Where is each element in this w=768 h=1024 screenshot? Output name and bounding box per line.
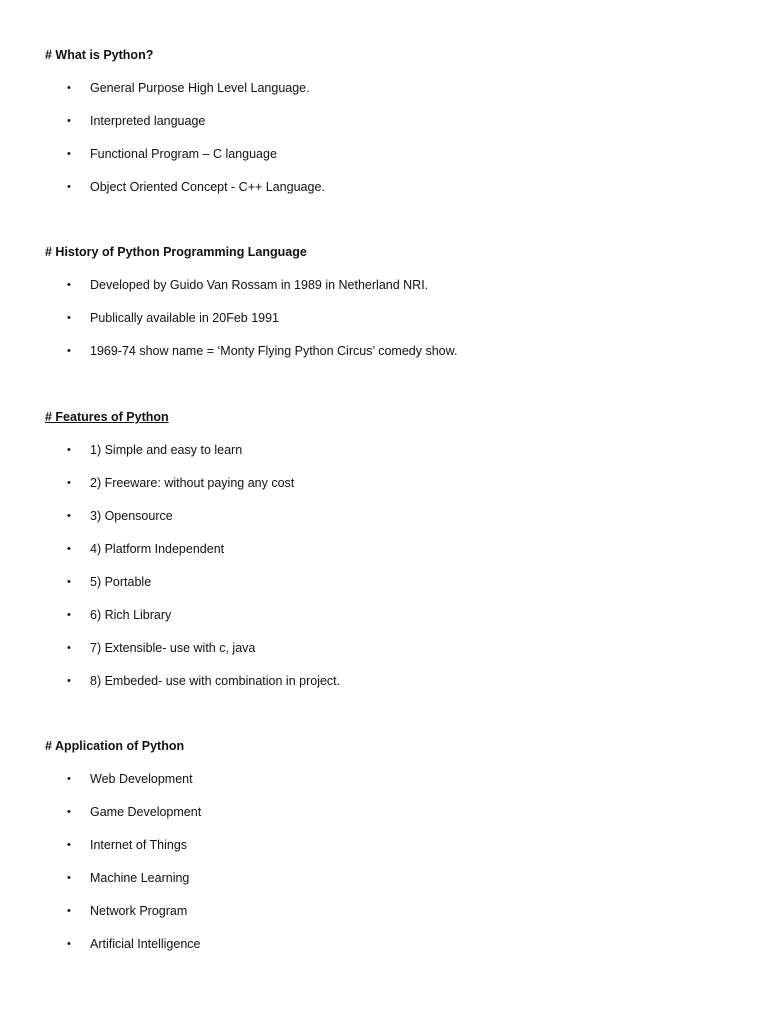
bullet-icon: • — [67, 345, 71, 357]
list-item: • Web Development — [45, 769, 725, 802]
bullet-list — [45, 275, 725, 374]
bullet-icon: • — [67, 312, 71, 324]
bullet-icon: • — [67, 543, 71, 555]
list-item: • Game Development — [45, 802, 725, 835]
list-item: • 8) Embeded- use with combination in project. — [45, 671, 725, 704]
list-item: • 1969-74 show name = ‘Monty Flying Python Circus’ comedy show. — [45, 341, 725, 374]
bullet-list — [45, 769, 725, 967]
bullet-icon: • — [67, 773, 71, 785]
section-heading: # Application of Python — [45, 739, 185, 753]
section-what-is-python — [45, 45, 725, 210]
bullet-icon: • — [67, 510, 71, 522]
list-item: • Functional Program – C language — [45, 144, 725, 177]
section-application-of-python — [45, 736, 725, 967]
list-item: • 2) Freeware: without paying any cost — [45, 473, 725, 506]
bullet-list — [45, 440, 725, 704]
list-item: • 4) Platform Independent — [45, 539, 725, 572]
bullet-icon: • — [67, 938, 71, 950]
section-heading: # What is Python? — [45, 48, 154, 62]
section-heading: # History of Python Programming Language — [45, 245, 307, 259]
list-item: • Interpreted language — [45, 111, 725, 144]
list-item: • 3) Opensource — [45, 506, 725, 539]
list-item: • 1) Simple and easy to learn — [45, 440, 725, 473]
list-item: • Internet of Things — [45, 835, 725, 868]
bullet-icon: • — [67, 675, 71, 687]
list-item: • Network Program — [45, 901, 725, 934]
bullet-icon: • — [67, 609, 71, 621]
bullet-icon: • — [67, 82, 71, 94]
bullet-icon: • — [67, 905, 71, 917]
section-heading: # Features of Python — [45, 410, 169, 424]
bullet-icon: • — [67, 444, 71, 456]
bullet-icon: • — [67, 181, 71, 193]
bullet-icon: • — [67, 806, 71, 818]
section-features-of-python — [45, 407, 725, 704]
list-item: • 7) Extensible- use with c, java — [45, 638, 725, 671]
bullet-icon: • — [67, 872, 71, 884]
bullet-icon: • — [67, 115, 71, 127]
bullet-icon: • — [67, 642, 71, 654]
list-item: • Artificial Intelligence — [45, 934, 725, 967]
list-item: • Machine Learning — [45, 868, 725, 901]
list-item: • 6) Rich Library — [45, 605, 725, 638]
bullet-icon: • — [67, 576, 71, 588]
section-history-of-python — [45, 242, 725, 374]
bullet-icon: • — [67, 839, 71, 851]
list-item: • Developed by Guido Van Rossam in 1989 in Netherland NRI. — [45, 275, 725, 308]
bullet-icon: • — [67, 279, 71, 291]
list-item: • General Purpose High Level Language. — [45, 78, 725, 111]
bullet-icon: • — [67, 477, 71, 489]
bullet-icon: • — [67, 148, 71, 160]
bullet-list — [45, 78, 725, 210]
list-item: • Object Oriented Concept - C++ Language. — [45, 177, 725, 210]
list-item: • 5) Portable — [45, 572, 725, 605]
list-item: • Publically available in 20Feb 1991 — [45, 308, 725, 341]
